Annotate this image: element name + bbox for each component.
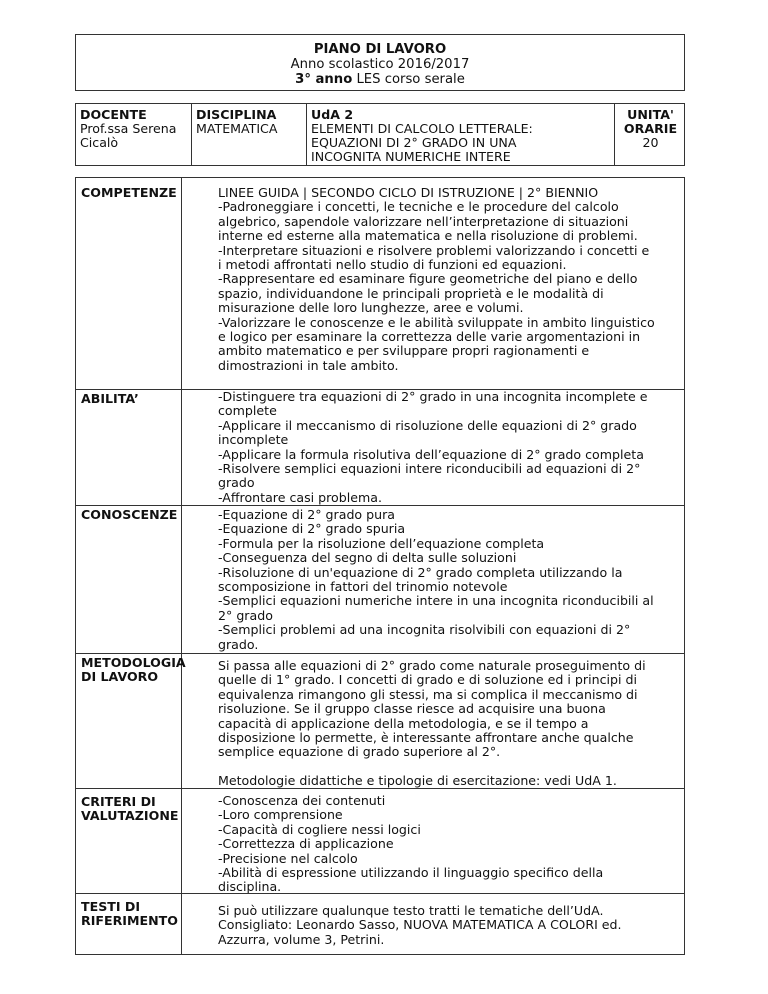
competenze-content: LINEE GUIDA | SECONDO CICLO DI ISTRUZIONE | 2° BIENNIO -Padroneggiare i concetti, le tecniche e le procedure del calcolo algebrico, sapendole valorizzare nell’interpretazione di situazioni interne ed esterne alla matematica e nella risoluzione di problemi. -Interpretare situazioni e risolvere problemi valorizzando i concetti e i metodi affrontati nello studio di funzioni ed equazioni. -Rappresentare ed esaminare figure geometriche del piano e dello spazio, individuandone le principali proprietà e le modalità di misurazione delle loro lunghezze, aree e volumi. -Valorizzare le conoscenze e le abilità sviluppate in ambito linguistico e logico per esaminare la correttezza delle varie argomentazioni in ambito matematico e per sviluppare propri ragionamenti e dimostrazioni in tale ambito.: [218, 185, 655, 373]
conoscenze-content: -Equazione di 2° grado pura -Equazione di 2° grado spuria -Formula per la risoluzione dell’equazione completa -Conseguenza del segno di delta sulle soluzioni -Risoluzione di un'equazione di 2° grado completa utilizzando la scomposizione in fattori del trinomio notevole -Semplici equazioni numeriche intere in una incognita riconducibili al 2° grado -Semplici problemi ad una incognita risolvibili con equazioni di 2° grado.: [218, 507, 654, 652]
row-divider: [76, 653, 684, 654]
abilita-label: ABILITA’: [81, 391, 139, 406]
metodologia-content: Si passa alle equazioni di 2° grado come naturale proseguimento di quelle di 1° grado. I concetti di grado e di soluzione ed i principi di equivalenza rimangono gli stessi, ma si complica il meccanismo di risoluzione. Se il gruppo classe riesce ad acquisire una buona capacità di applicazione della metodologia, e se il tempo a disposizione lo permette, è interessante affrontare anche qualche semplice equazione di grado superiore al 2°. Metodologie didattiche e tipologie di esercitazione: vedi UdA 1.: [218, 658, 646, 788]
document-title: PIANO DI LAVORO: [313, 42, 447, 57]
testi-label: TESTI DI RIFERIMENTO: [81, 899, 178, 928]
row-divider: [76, 788, 684, 789]
metodologia-label: METODOLOGIA DI LAVORO: [81, 655, 186, 684]
competenze-label: COMPETENZE: [81, 185, 177, 200]
docente-cell: DOCENTE Prof.ssa Serena Cicalò: [80, 107, 177, 150]
row-divider: [76, 505, 684, 506]
row-divider: [76, 893, 684, 894]
disciplina-cell: DISCIPLINA MATEMATICA: [191, 104, 306, 165]
column-divider: [181, 178, 182, 954]
program-table: [75, 177, 685, 955]
school-year: Anno scolastico 2016/2017: [290, 57, 470, 72]
criteri-label: CRITERI DI VALUTAZIONE: [81, 794, 179, 823]
testi-content: Si può utilizzare qualunque testo tratti le tematiche dell’UdA. Consigliato: Leonardo Sasso, NUOVA MATEMATICA A COLORI ed. Azzurra, volume 3, Petrini.: [218, 903, 622, 947]
document-title-box: [75, 34, 685, 91]
ore-cell: UNITA' ORARIE 20: [614, 104, 686, 165]
conoscenze-label: CONOSCENZE: [81, 507, 178, 522]
class-info: 3° anno LES corso serale: [295, 72, 465, 87]
criteri-content: -Conoscenza dei contenuti -Loro comprensione -Capacità di cogliere nessi logici -Correttezza di applicazione -Precisione nel calcolo -Abilità di espressione utilizzando il linguaggio specifico della disciplina.: [218, 793, 604, 895]
course-info-table: [75, 103, 685, 166]
uda-cell: UdA 2 ELEMENTI DI CALCOLO LETTERALE: EQUAZIONI DI 2° GRADO IN UNA INCOGNITA NUMERICHE INTERE: [306, 104, 614, 165]
abilita-content: -Distinguere tra equazioni di 2° grado in una incognita incomplete e complete -Applicare il meccanismo di risoluzione delle equazioni di 2° grado incomplete -Applicare la formula risolutiva dell’equazione di 2° grado completa -Risolvere semplici equazioni intere riconducibili ad equazioni di 2° grado -Affrontare casi problema.: [218, 389, 648, 505]
